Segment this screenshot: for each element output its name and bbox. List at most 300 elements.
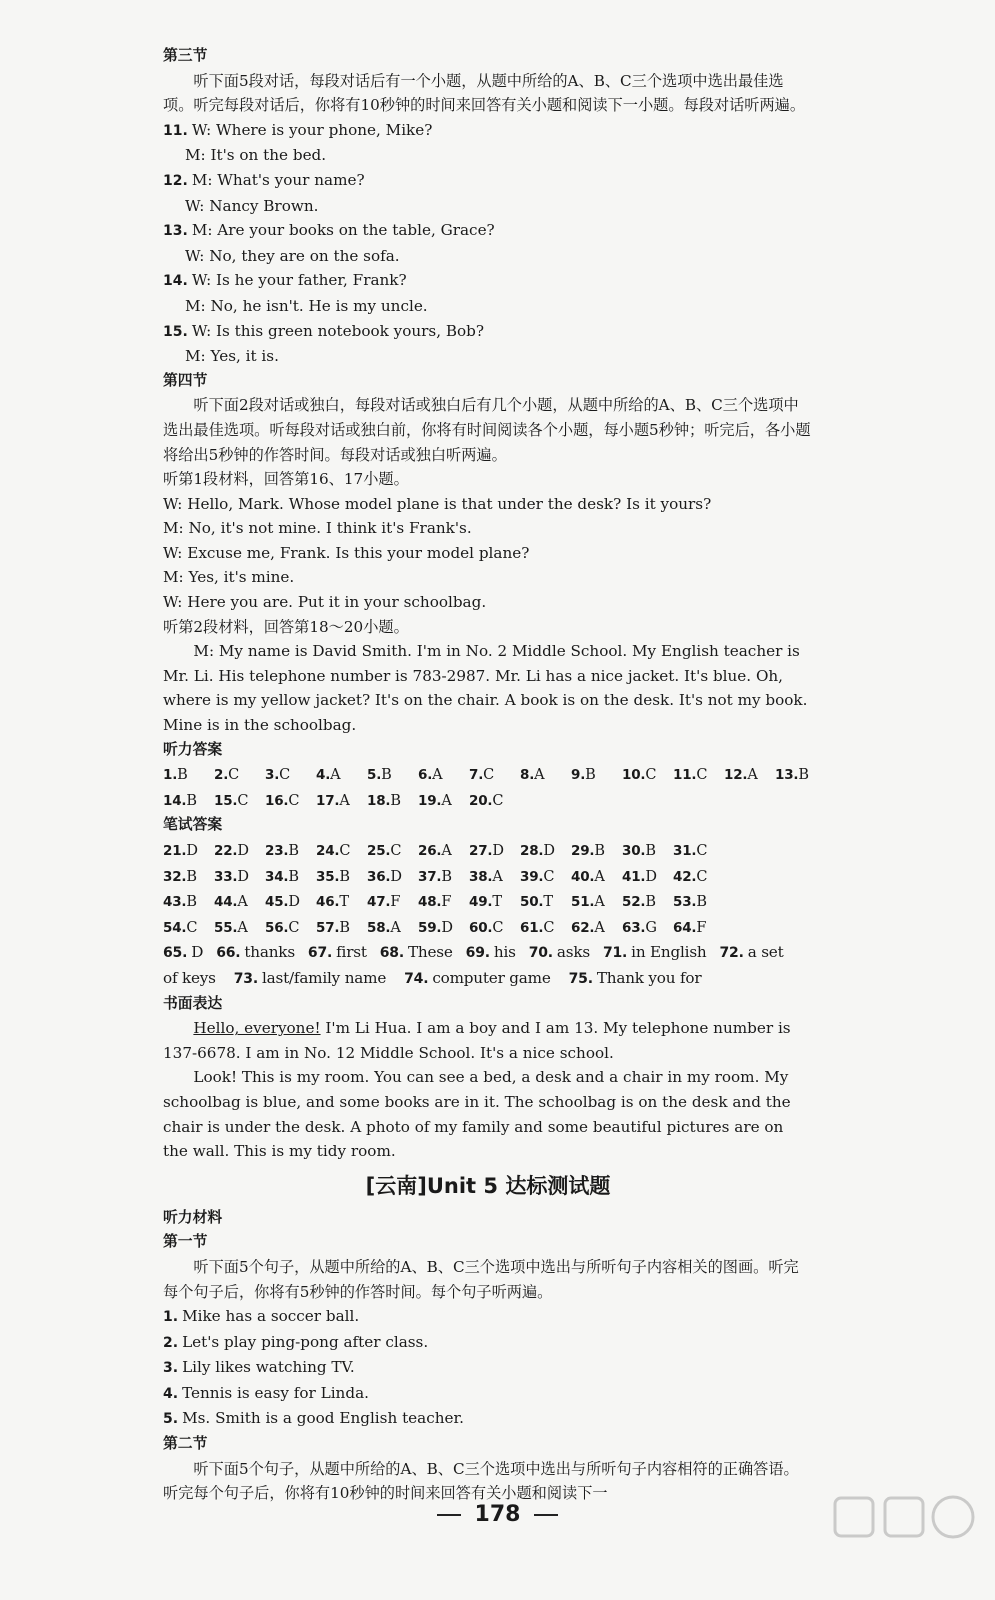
answer-number: 53. xyxy=(673,894,697,911)
answer-number: 25. xyxy=(367,843,391,859)
dialogue-line: M: No, it's not mine. I think it's Frank's. xyxy=(163,519,472,538)
answer-number: 69. xyxy=(465,945,490,962)
answer-number: 57. xyxy=(316,919,340,936)
section-3-heading: 第三节 xyxy=(163,47,208,64)
answer-number: 2. xyxy=(214,767,229,784)
answer-number: 52. xyxy=(622,894,646,911)
answer-value: A xyxy=(441,843,452,859)
sentence-number: 3. xyxy=(163,1360,179,1377)
answer-value: B xyxy=(381,767,392,784)
answer-value: C xyxy=(645,767,657,784)
answer-item xyxy=(316,916,367,941)
answer-item xyxy=(367,763,418,788)
answer-item xyxy=(622,763,673,788)
answer-item xyxy=(469,865,520,890)
section-3-dialogues xyxy=(163,118,813,369)
answer-item xyxy=(308,940,367,966)
page-number-dash-right xyxy=(534,1514,558,1516)
answer-value: D xyxy=(390,868,402,885)
answer-value: C xyxy=(390,843,402,859)
answer-value: C xyxy=(492,792,504,809)
answer-number: 29. xyxy=(571,843,595,859)
answer-item xyxy=(571,763,622,788)
unit-title: [云南]Unit 5 达标测试题 xyxy=(365,1173,611,1198)
section-3-instructions: 听下面5段对话，每段对话后有一个小题，从题中所给的A、B、C三个选项中选出最佳选项。听完每段对话后，你将有10秒钟的时间来回答有关小题和阅读下一小题。每段对话听两遍。 xyxy=(163,71,806,115)
answer-number: 38. xyxy=(469,868,493,885)
answer-item xyxy=(163,916,214,941)
answer-number: 75. xyxy=(568,970,593,987)
sentence-item xyxy=(163,1355,813,1381)
answer-row xyxy=(163,838,813,864)
sentence-number: 1. xyxy=(163,1309,179,1326)
answer-value: D xyxy=(645,868,657,885)
material-2-monologue: M: My name is David Smith. I'm in No. 2 Middle School. My English teacher is Mr. Li. His telephone number is 783-2987. Mr. Li has a nice jacket. It's blue. Oh, where is my yellow jacket? It's on the chair. A book is on the desk. It's not my book. Mine is in the schoolbag. xyxy=(163,642,808,735)
listening-material-heading: 听力材料 xyxy=(163,1208,223,1226)
dialogue-line xyxy=(163,319,813,345)
answer-number: 16. xyxy=(265,792,289,809)
material-2-label: 听第2段材料，回答第18～20小题。 xyxy=(163,617,409,636)
answer-value: B xyxy=(390,792,401,809)
writing-paragraph-1-text: I'm Li Hua. I am a boy and I am 13. My telephone number is 137-6678. I am in No. 12 Middle School. It's a nice school. xyxy=(163,1019,791,1062)
answer-value: B xyxy=(288,843,299,859)
answer-number: 65. xyxy=(163,945,188,962)
answer-value: A xyxy=(339,792,350,809)
answer-value: C xyxy=(288,792,300,809)
answer-value: These xyxy=(407,943,453,962)
answer-value: C xyxy=(543,919,555,936)
sentence-number: 5. xyxy=(163,1411,179,1428)
answer-number: 28. xyxy=(520,843,544,859)
answer-value: B xyxy=(186,868,197,885)
answer-number: 35. xyxy=(316,868,340,885)
answer-value: A xyxy=(390,919,401,936)
dialogue-line xyxy=(163,218,813,244)
dialogue-line xyxy=(163,268,813,294)
sentence-text: Lily likes watching TV. xyxy=(182,1358,355,1377)
answer-item xyxy=(214,916,265,941)
answer-number: 74. xyxy=(404,970,429,987)
answer-number: 34. xyxy=(265,868,289,885)
answer-item xyxy=(720,940,784,966)
question-number: 15. xyxy=(163,323,188,340)
answer-number: 5. xyxy=(367,767,382,784)
answer-number: 55. xyxy=(214,919,238,936)
answer-value: C xyxy=(288,919,300,936)
answer-number: 26. xyxy=(418,843,442,859)
dialogue-line xyxy=(163,194,813,219)
sentence-item xyxy=(163,1381,813,1407)
answer-value: G xyxy=(645,919,657,936)
page-number-value: 178 xyxy=(474,1502,521,1527)
dialogue-line xyxy=(163,294,813,319)
answer-value: D xyxy=(237,843,249,859)
answer-number: 17. xyxy=(316,792,340,809)
answer-item xyxy=(418,865,469,890)
answer-number: 32. xyxy=(163,868,187,885)
answer-number: 1. xyxy=(163,767,178,784)
answer-number: 7. xyxy=(469,767,484,784)
sentence-item xyxy=(163,1304,813,1330)
answer-item xyxy=(571,916,622,941)
dialogue-text: W: Is this green notebook yours, Bob? xyxy=(191,321,485,340)
answer-item xyxy=(163,890,214,915)
answer-number: 33. xyxy=(214,868,238,885)
answer-value: B xyxy=(177,767,188,784)
section-4-heading: 第四节 xyxy=(163,371,208,389)
answer-item xyxy=(622,865,673,890)
answer-value: C xyxy=(696,868,708,885)
answer-value: C xyxy=(279,767,291,784)
answer-value: C xyxy=(339,843,351,859)
answer-number: 12. xyxy=(724,767,748,784)
answer-value: B xyxy=(798,767,809,784)
answer-number: 51. xyxy=(571,894,595,911)
answer-item xyxy=(163,865,214,890)
answer-value: a set xyxy=(747,943,784,962)
answer-value: A xyxy=(747,767,758,784)
answer-number: 59. xyxy=(418,919,442,936)
answer-number: 70. xyxy=(528,945,553,962)
answer-item xyxy=(418,839,469,864)
answer-number: 66. xyxy=(216,945,241,962)
dialogue-text: W: No, they are on the sofa. xyxy=(185,246,400,265)
dialogue-line: W: Hello, Mark. Whose model plane is that under the desk? Is it yours? xyxy=(163,494,712,513)
answer-number: 15. xyxy=(214,792,238,809)
dialogue-text: W: Nancy Brown. xyxy=(185,196,319,215)
answer-value: A xyxy=(594,919,605,936)
answer-number: 39. xyxy=(520,868,544,885)
answer-item xyxy=(724,763,775,788)
unit5-section-1-heading: 第一节 xyxy=(163,1233,208,1251)
answer-value: A xyxy=(237,919,248,936)
page-number-dash-left xyxy=(437,1514,461,1516)
watermark-logo xyxy=(805,1490,995,1600)
answer-number: 41. xyxy=(622,868,646,885)
answer-item xyxy=(673,890,724,915)
answer-item xyxy=(265,865,316,890)
question-number: 11. xyxy=(163,122,188,139)
answer-number: 67. xyxy=(307,945,333,962)
answer-row xyxy=(163,864,813,890)
answer-value: F xyxy=(696,919,707,936)
answer-value: computer game xyxy=(432,968,551,987)
answer-item xyxy=(234,966,386,992)
answer-item xyxy=(418,789,469,814)
answer-item xyxy=(316,839,367,864)
answer-value: C xyxy=(483,767,495,784)
unit5-section-1-sentences xyxy=(163,1304,813,1432)
answer-number: 50. xyxy=(520,894,544,911)
answer-number: 63. xyxy=(622,919,646,936)
answer-number: 47. xyxy=(367,894,391,911)
answer-item xyxy=(469,789,520,814)
answer-item xyxy=(404,966,551,992)
dialogue-line xyxy=(163,118,813,144)
answer-value: C xyxy=(186,919,198,936)
question-number: 14. xyxy=(163,273,188,290)
answer-number: 4. xyxy=(316,767,331,784)
writing-paragraph-2: Look! This is my room. You can see a bed, a desk and a chair in my room. My schoolbag is blue, and some books are in it. The schoolbag is on the desk and the chair is under the desk. A photo of my family and some beautiful pictures are on the wall. This is my tidy room. xyxy=(163,1068,791,1161)
dialogue-line xyxy=(163,143,813,168)
answer-item xyxy=(571,865,622,890)
answer-value: B xyxy=(441,868,452,885)
answer-number: 62. xyxy=(571,919,595,936)
writing-heading: 书面表达 xyxy=(163,994,223,1012)
answer-number: 73. xyxy=(233,970,258,987)
answer-item xyxy=(622,839,673,864)
answer-item xyxy=(265,890,316,915)
answer-item xyxy=(775,763,826,788)
answer-value: A xyxy=(441,792,452,809)
answer-item xyxy=(673,916,724,941)
sentence-item xyxy=(163,1330,813,1356)
dialogue-line: W: Excuse me, Frank. Is this your model plane? xyxy=(163,543,530,562)
answer-number: 72. xyxy=(719,945,744,962)
sentence-number: 4. xyxy=(163,1385,179,1402)
answer-number: 11. xyxy=(673,767,697,784)
answer-value: of keys xyxy=(163,968,216,987)
dialogue-text: M: Yes, it is. xyxy=(185,347,279,366)
answer-number: 9. xyxy=(571,767,586,784)
answer-value: B xyxy=(339,919,350,936)
answer-item xyxy=(622,916,673,941)
unit5-section-2-heading: 第二节 xyxy=(163,1435,208,1453)
answer-item xyxy=(265,916,316,941)
answer-value: T xyxy=(492,894,502,911)
answer-item xyxy=(316,890,367,915)
answer-number: 44. xyxy=(214,894,238,911)
answer-number: 20. xyxy=(469,792,493,809)
material-1-dialogue xyxy=(163,492,813,615)
answer-value: A xyxy=(330,767,341,784)
dialogue-line xyxy=(163,344,813,369)
answer-item xyxy=(265,839,316,864)
answer-item xyxy=(418,890,469,915)
answer-item xyxy=(520,865,571,890)
answer-number: 22. xyxy=(214,843,238,859)
written-fill-answers-line-1 xyxy=(163,940,813,966)
answer-item xyxy=(163,966,216,991)
answer-number: 43. xyxy=(163,894,187,911)
unit5-section-2-instructions: 听下面5个句子，从题中所给的A、B、C三个选项中选出与所听句子内容相符的正确答语。听完每个句子后，你将有10秒钟的时间来回答有关小题和阅读下一 xyxy=(163,1459,799,1503)
answer-value: A xyxy=(594,868,605,885)
answer-number: 21. xyxy=(163,843,187,859)
answer-value: F xyxy=(441,894,452,911)
answer-number: 8. xyxy=(520,767,535,784)
answer-value: C xyxy=(696,767,708,784)
answer-value: B xyxy=(594,843,605,859)
answer-value: Thank you for xyxy=(596,968,702,987)
answer-value: D xyxy=(191,943,204,962)
answer-number: 30. xyxy=(622,843,646,859)
answer-item xyxy=(367,890,418,915)
answer-item xyxy=(571,890,622,915)
answer-item xyxy=(316,789,367,814)
answer-item xyxy=(163,789,214,814)
answer-number: 54. xyxy=(163,919,187,936)
answer-item xyxy=(569,966,702,992)
answer-value: D xyxy=(543,843,555,859)
answer-number: 45. xyxy=(265,894,289,911)
answer-value: C xyxy=(543,868,555,885)
answer-item xyxy=(529,940,590,966)
answer-item xyxy=(418,916,469,941)
answer-value: C xyxy=(237,792,249,809)
answer-item xyxy=(214,763,265,788)
sentence-number: 2. xyxy=(163,1334,179,1351)
answer-value: A xyxy=(492,868,503,885)
answer-number: 18. xyxy=(367,792,391,809)
answer-row xyxy=(163,889,813,915)
answer-item xyxy=(622,890,673,915)
answer-number: 14. xyxy=(163,792,187,809)
answer-value: B xyxy=(585,767,596,784)
answer-value: D xyxy=(186,843,198,859)
answer-item xyxy=(163,940,203,966)
answer-number: 37. xyxy=(418,868,442,885)
answer-value: B xyxy=(186,894,197,911)
answer-row xyxy=(163,915,813,941)
question-number: 13. xyxy=(163,223,188,240)
answer-value: F xyxy=(390,894,401,911)
answer-value: B xyxy=(186,792,197,809)
sentence-text: Mike has a soccer ball. xyxy=(182,1307,360,1326)
answer-number: 58. xyxy=(367,919,391,936)
answer-item xyxy=(469,763,520,788)
answer-value: A xyxy=(432,767,443,784)
dialogue-text: M: No, he isn't. He is my uncle. xyxy=(185,296,428,315)
answer-value: C xyxy=(492,919,504,936)
question-number: 12. xyxy=(163,172,188,189)
sentence-text: Let's play ping-pong after class. xyxy=(182,1332,429,1351)
dialogue-line xyxy=(163,244,813,269)
answer-item xyxy=(367,865,418,890)
dialogue-line: M: Yes, it's mine. xyxy=(163,568,295,587)
answer-value: T xyxy=(543,894,553,911)
dialogue-line: W: Here you are. Put it in your schoolbag. xyxy=(163,593,487,612)
answer-number: 36. xyxy=(367,868,391,885)
answer-value: B xyxy=(645,843,656,859)
answer-item xyxy=(367,916,418,941)
answer-value: thanks xyxy=(244,943,295,962)
answer-value: B xyxy=(288,868,299,885)
answer-item xyxy=(603,940,707,966)
answer-item xyxy=(673,763,724,788)
dialogue-line xyxy=(163,168,813,194)
sentence-item xyxy=(163,1406,813,1432)
answer-number: 48. xyxy=(418,894,442,911)
answer-number: 61. xyxy=(520,919,544,936)
dialogue-text: M: What's your name? xyxy=(191,170,365,189)
answer-number: 68. xyxy=(379,945,404,962)
sentence-text: Tennis is easy for Linda. xyxy=(182,1383,369,1402)
answer-item xyxy=(469,839,520,864)
answer-item xyxy=(214,839,265,864)
answer-item xyxy=(520,763,571,788)
answer-value: in English xyxy=(631,943,707,962)
answer-row xyxy=(163,762,813,788)
written-fill-answers-line-2 xyxy=(163,966,813,992)
answer-number: 10. xyxy=(622,767,646,784)
dialogue-text: W: Is he your father, Frank? xyxy=(191,271,407,290)
answer-value: his xyxy=(493,943,516,962)
answer-value: D xyxy=(288,894,300,911)
answer-value: asks xyxy=(556,943,590,962)
answer-number: 71. xyxy=(602,945,628,962)
dialogue-text: M: Are your books on the table, Grace? xyxy=(191,221,495,240)
answer-item xyxy=(214,890,265,915)
written-answers-heading: 笔试答案 xyxy=(163,816,223,834)
answer-item xyxy=(367,789,418,814)
answer-number: 49. xyxy=(469,894,493,911)
answer-item xyxy=(469,916,520,941)
dialogue-text: M: It's on the bed. xyxy=(185,146,327,165)
answer-item xyxy=(673,839,724,864)
written-answer-key xyxy=(163,838,813,940)
answer-number: 56. xyxy=(265,919,289,936)
answer-item xyxy=(163,763,214,788)
answer-item xyxy=(214,789,265,814)
answer-number: 42. xyxy=(673,868,697,885)
sentence-text: Ms. Smith is a good English teacher. xyxy=(182,1409,464,1428)
answer-number: 23. xyxy=(265,843,289,859)
document-page xyxy=(163,44,813,1506)
answer-item xyxy=(520,839,571,864)
answer-number: 60. xyxy=(469,919,493,936)
writing-greeting: Hello, everyone! xyxy=(193,1019,321,1038)
answer-value: C xyxy=(228,767,240,784)
answer-value: B xyxy=(696,894,707,911)
answer-item xyxy=(466,940,516,966)
answer-item xyxy=(418,763,469,788)
answer-value: T xyxy=(339,894,349,911)
answer-value: first xyxy=(336,943,367,962)
answer-value: D xyxy=(237,868,249,885)
answer-item xyxy=(520,890,571,915)
answer-item xyxy=(571,839,622,864)
listening-answer-key xyxy=(163,762,813,813)
writing-paragraph-1 xyxy=(163,1016,813,1065)
answer-item xyxy=(214,865,265,890)
answer-value: D xyxy=(441,919,453,936)
section-4-instructions: 听下面2段对话或独白，每段对话或独白后有几个小题，从题中所给的A、B、C三个选项中选出最佳选项。听每段对话或独白前，你将有时间阅读各个小题，每小题5秒钟；听完后，各小题将给出5秒钟的作答时间。每段对话或独白听两遍。 xyxy=(163,396,811,464)
answer-item xyxy=(316,763,367,788)
answer-number: 27. xyxy=(469,843,493,859)
listening-answers-heading: 听力答案 xyxy=(163,740,223,758)
dialogue-text: W: Where is your phone, Mike? xyxy=(191,120,433,139)
answer-item xyxy=(380,940,453,966)
answer-number: 3. xyxy=(265,767,280,784)
material-1-label: 听第1段材料，回答第16、17小题。 xyxy=(163,470,409,489)
unit5-section-1-instructions: 听下面5个句子，从题中所给的A、B、C三个选项中选出与所听句子内容相关的图画。听完每个句子后，你将有5秒钟的作答时间。每个句子听两遍。 xyxy=(163,1257,799,1301)
answer-item xyxy=(216,940,295,966)
answer-value: D xyxy=(492,843,504,859)
answer-item xyxy=(367,839,418,864)
answer-number: 31. xyxy=(673,843,697,859)
answer-number: 6. xyxy=(418,767,433,784)
answer-item xyxy=(469,890,520,915)
answer-item xyxy=(163,839,214,864)
answer-number: 13. xyxy=(775,767,799,784)
answer-value: B xyxy=(645,894,656,911)
answer-number: 40. xyxy=(571,868,595,885)
answer-item xyxy=(265,789,316,814)
answer-item xyxy=(673,865,724,890)
answer-item xyxy=(265,763,316,788)
answer-value: C xyxy=(696,843,708,859)
answer-value: last/family name xyxy=(261,968,387,987)
answer-number: 19. xyxy=(418,792,442,809)
